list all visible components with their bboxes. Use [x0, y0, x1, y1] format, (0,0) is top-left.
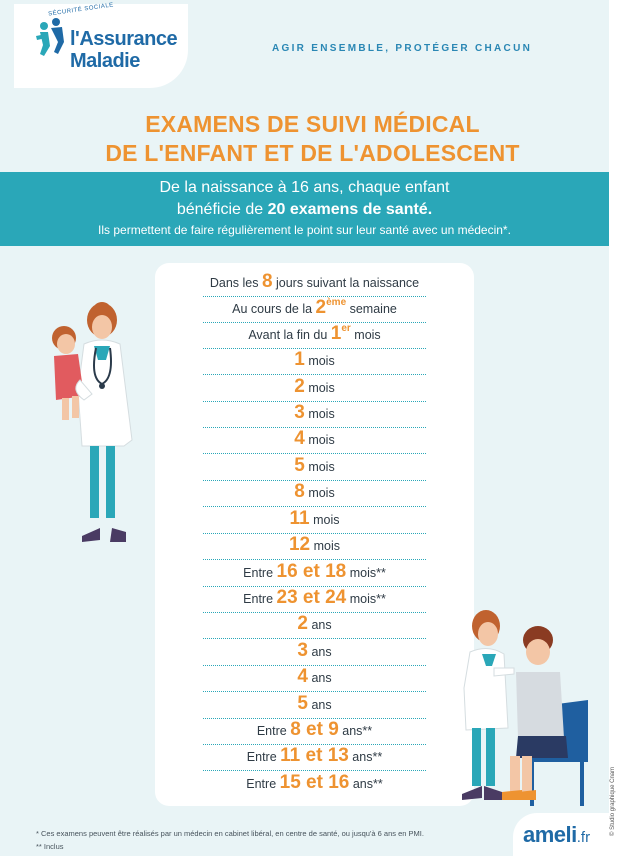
exam-number: 2	[297, 613, 308, 634]
exam-number: 15 et 16	[279, 772, 350, 793]
exam-number: 16 et 18	[276, 561, 347, 582]
logo-line-1: l'Assurance	[70, 28, 178, 50]
exam-number: 8 et 9	[290, 719, 339, 740]
logo-line-2: Maladie	[70, 50, 140, 72]
exam-row	[203, 402, 426, 428]
exam-row-text	[203, 428, 426, 450]
footnote-1: * Ces examens peuvent être réalisés par un médecin en cabinet libéral, en centre de santé, ou jusqu'à 6 ans en PMI.	[36, 829, 424, 838]
exam-prefix: Entre	[246, 750, 281, 764]
logo-figures-icon	[34, 12, 68, 58]
exam-suffix: mois	[310, 539, 340, 553]
exam-suffix: mois	[350, 328, 381, 342]
exam-number: 23 et 24	[276, 587, 347, 608]
intro-line-3: Ils permettent de faire régulièrement le point sur leur santé avec un médecin*.	[98, 223, 511, 237]
page-title-line-2: DE L'ENFANT ET DE L'ADOLESCENT	[105, 140, 520, 166]
exam-suffix: mois	[304, 407, 335, 421]
exam-row-text	[203, 349, 426, 371]
exam-number: 11 et 13	[280, 745, 349, 766]
exam-row	[203, 481, 426, 507]
exam-row-text	[203, 640, 426, 662]
exam-row-text	[203, 613, 426, 635]
exam-suffix: semaine	[346, 302, 397, 316]
exam-row	[203, 534, 426, 560]
exam-number: 1	[294, 349, 305, 370]
exam-row	[203, 745, 426, 771]
exam-number: 2	[315, 297, 327, 318]
ameli-brand	[523, 822, 590, 848]
intro-line-2-text: bénéficie de	[176, 201, 268, 218]
exam-suffix: mois	[304, 381, 335, 395]
exam-row-text	[203, 323, 426, 345]
exam-prefix: Au cours de la	[232, 302, 316, 316]
exam-number: 1	[330, 323, 342, 344]
exam-number: 4	[294, 428, 305, 449]
exam-suffix: ans	[307, 645, 332, 659]
exam-row	[203, 297, 426, 323]
exam-row	[203, 693, 426, 719]
exam-row-text	[203, 481, 426, 503]
page-title-line-1: EXAMENS DE SUIVI MÉDICAL	[145, 111, 480, 137]
exam-row-text	[203, 402, 426, 424]
intro-band	[0, 172, 609, 246]
exam-number: 8	[294, 481, 305, 502]
footnote-2: ** Inclus	[36, 842, 64, 851]
exam-suffix: ans**	[349, 777, 383, 791]
assurance-maladie-logo[interactable]	[14, 4, 188, 88]
image-credit	[610, 822, 616, 836]
exam-suffix: ans	[307, 698, 332, 712]
exam-row	[203, 719, 426, 745]
exam-number: 8	[261, 271, 273, 292]
exam-prefix: Avant la fin du	[248, 328, 331, 342]
exam-suffix: mois	[304, 460, 335, 474]
exam-row	[203, 587, 426, 613]
intro-line-2-bold: 20 examens de santé.	[267, 201, 433, 218]
exam-suffix: ans**	[338, 724, 373, 738]
exam-suffix: mois	[304, 354, 335, 368]
exam-row	[203, 666, 426, 692]
exam-number: 5	[294, 455, 305, 476]
exam-row-text	[203, 587, 426, 609]
exam-row	[203, 771, 426, 797]
exam-row	[203, 323, 426, 349]
exam-suffix: ans	[307, 618, 332, 632]
intro-line-2	[0, 201, 609, 219]
exam-prefix: Entre	[243, 566, 277, 580]
exam-row-text	[203, 693, 426, 715]
exam-row	[203, 455, 426, 481]
exam-row-text	[203, 719, 426, 741]
exam-row	[203, 349, 426, 375]
tagline: AGIR ENSEMBLE, PROTÉGER CHACUN	[272, 43, 533, 54]
exam-number: 11	[289, 508, 310, 529]
exam-row-text	[203, 455, 426, 477]
exam-suffix: mois	[309, 513, 340, 527]
exam-suffix: mois**	[346, 566, 386, 580]
exam-suffix: ans	[307, 671, 332, 685]
exam-prefix: Entre	[246, 777, 280, 791]
exam-number: 3	[297, 640, 308, 661]
ameli-logo[interactable]	[513, 813, 609, 856]
exam-row-text	[203, 534, 426, 556]
exam-suffix: jours suivant la naissance	[272, 276, 420, 290]
exam-schedule-card	[155, 263, 474, 806]
exam-prefix: Entre	[243, 592, 277, 606]
exam-number: 3	[294, 402, 305, 423]
exam-row	[203, 640, 426, 666]
exam-row-text	[203, 745, 426, 767]
exam-row-text	[203, 772, 426, 794]
exam-number: 4	[297, 666, 308, 687]
exam-ordinal: ème	[326, 297, 347, 308]
exam-row-text	[203, 376, 426, 398]
exam-row-text	[203, 561, 426, 583]
logo-small-text: SÉCURITÉ SOCIALE	[47, 2, 115, 18]
intro-line-1: De la naissance à 16 ans, chaque enfant	[159, 179, 450, 196]
exam-row-text	[203, 271, 426, 293]
exam-row-text	[203, 508, 426, 530]
doctor-holding-child-illustration	[40, 300, 140, 550]
exam-number: 5	[297, 693, 308, 714]
ameli-name: ameli	[523, 822, 577, 847]
exam-row	[203, 613, 426, 639]
exam-suffix: mois**	[346, 592, 386, 606]
exam-row	[203, 271, 426, 297]
exam-row-text	[203, 297, 426, 319]
exam-prefix: Entre	[256, 724, 291, 738]
exam-suffix: ans**	[348, 750, 383, 764]
doctor-examining-child-illustration	[450, 608, 598, 808]
exam-row	[203, 561, 426, 587]
exam-number: 12	[288, 534, 311, 555]
exam-row	[203, 376, 426, 402]
exam-suffix: mois	[304, 433, 335, 447]
exam-row	[203, 508, 426, 534]
exam-prefix: Dans les	[209, 276, 262, 290]
exam-number: 2	[294, 376, 305, 397]
ameli-suffix: .fr	[576, 829, 591, 846]
exam-ordinal: er	[341, 323, 351, 334]
exam-row	[203, 428, 426, 454]
exam-suffix: mois	[304, 486, 335, 500]
exam-row-text	[203, 666, 426, 688]
